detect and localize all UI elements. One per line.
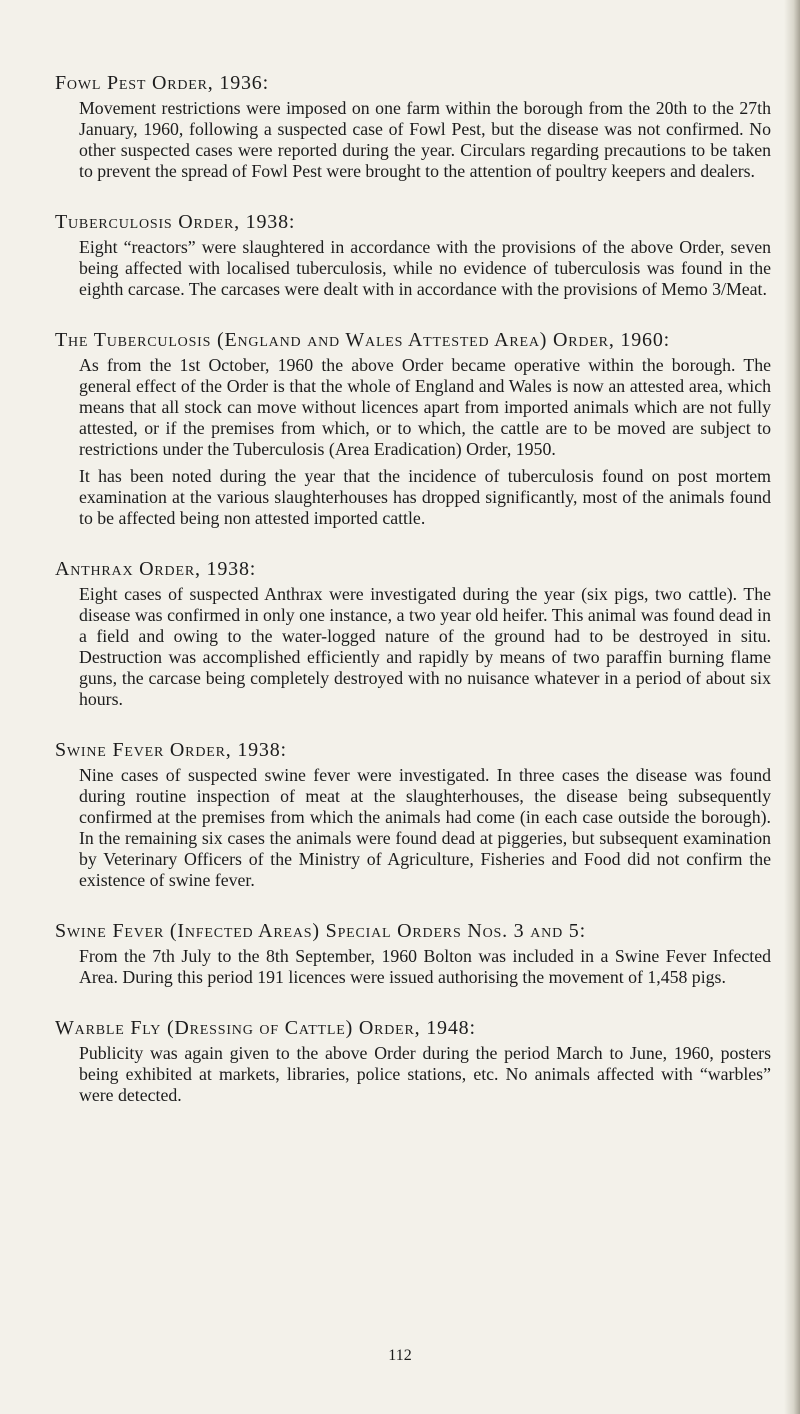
section-paragraph: Movement restrictions were imposed on one farm within the borough from the 20th to the 27th January, 1960, following a suspected case of Fowl Pest, but the disease was not confirmed. No other suspected cases were reported during the year. Circulars regarding precautions to be taken to prevent the spread of Fowl Pest were brought to the attention of poultry keepers and dealers. xyxy=(79,98,771,181)
report-body xyxy=(55,70,771,1133)
section-heading: Swine Fever Order, 1938: xyxy=(55,739,287,761)
page-edge-shadow xyxy=(784,0,800,1414)
section-paragraph: It has been noted during the year that the incidence of tuberculosis found on post mortem examination at the various slaughterhouses has dropped significantly, most of the animals found to be affected being non attested imported cattle. xyxy=(79,466,771,528)
section-heading: Swine Fever (Infected Areas) Special Orders Nos. 3 and 5: xyxy=(55,920,586,942)
section-fowl-pest xyxy=(55,70,771,182)
section-heading: Anthrax Order, 1938: xyxy=(55,558,257,580)
section-paragraph: Nine cases of suspected swine fever were investigated. In three cases the disease was found during routine inspection of meat at the slaughterhouses, the disease being subsequently confirmed at the premises from which the animals had come (in each case outside the borough). In the remaining six cases the animals were found dead at piggeries, but subsequent examination by Veterinary Officers of the Ministry of Agriculture, Fisheries and Food did not confirm the existence of swine fever. xyxy=(79,765,771,890)
section-tuberculosis-order xyxy=(55,209,771,300)
section-attested-area xyxy=(55,327,771,529)
section-heading: Warble Fly (Dressing of Cattle) Order, 1948: xyxy=(55,1017,476,1039)
section-paragraph: From the 7th July to the 8th September, 1960 Bolton was included in a Swine Fever Infected Area. During this period 191 licences were issued authorising the movement of 1,458 pigs. xyxy=(79,946,771,987)
section-swine-fever xyxy=(55,737,771,891)
section-heading: Fowl Pest Order, 1936: xyxy=(55,72,269,94)
page-number: 112 xyxy=(388,1347,412,1364)
section-heading: Tuberculosis Order, 1938: xyxy=(55,211,296,233)
section-heading: The Tuberculosis (England and Wales Attested Area) Order, 1960: xyxy=(55,329,670,351)
section-paragraph: As from the 1st October, 1960 the above Order became operative within the borough. The general effect of the Order is that the whole of England and Wales is now an attested area, which means that all stock can move without licences apart from imported animals which are not fully attested, or if the premises from which, or to which, the cattle are to be moved are subject to restrictions under the Tuberculosis (Area Eradication) Order, 1950. xyxy=(79,355,771,459)
section-paragraph: Eight “reactors” were slaughtered in accordance with the provisions of the above Order, seven being affected with localised tuberculosis, while no evidence of tuberculosis was found in the eighth carcase. The carcases were dealt with in accordance with the provisions of Memo 3/Meat. xyxy=(79,237,771,299)
section-paragraph: Eight cases of suspected Anthrax were investigated during the year (six pigs, two cattle). The disease was confirmed in only one instance, a two year old heifer. This animal was found dead in a field and owing to the water-logged nature of the ground had to be destroyed in situ. Destruction was accomplished efficiently and rapidly by means of two paraffin burning flame guns, the carcase being completely destroyed with no nuisance whatever in a period of about six hours. xyxy=(79,584,771,709)
section-anthrax xyxy=(55,556,771,710)
section-swine-fever-infected-areas xyxy=(55,918,771,988)
section-warble-fly xyxy=(55,1015,771,1106)
section-paragraph: Publicity was again given to the above Order during the period March to June, 1960, posters being exhibited at markets, libraries, police stations, etc. No animals affected with “warbles” were detected. xyxy=(79,1043,771,1105)
